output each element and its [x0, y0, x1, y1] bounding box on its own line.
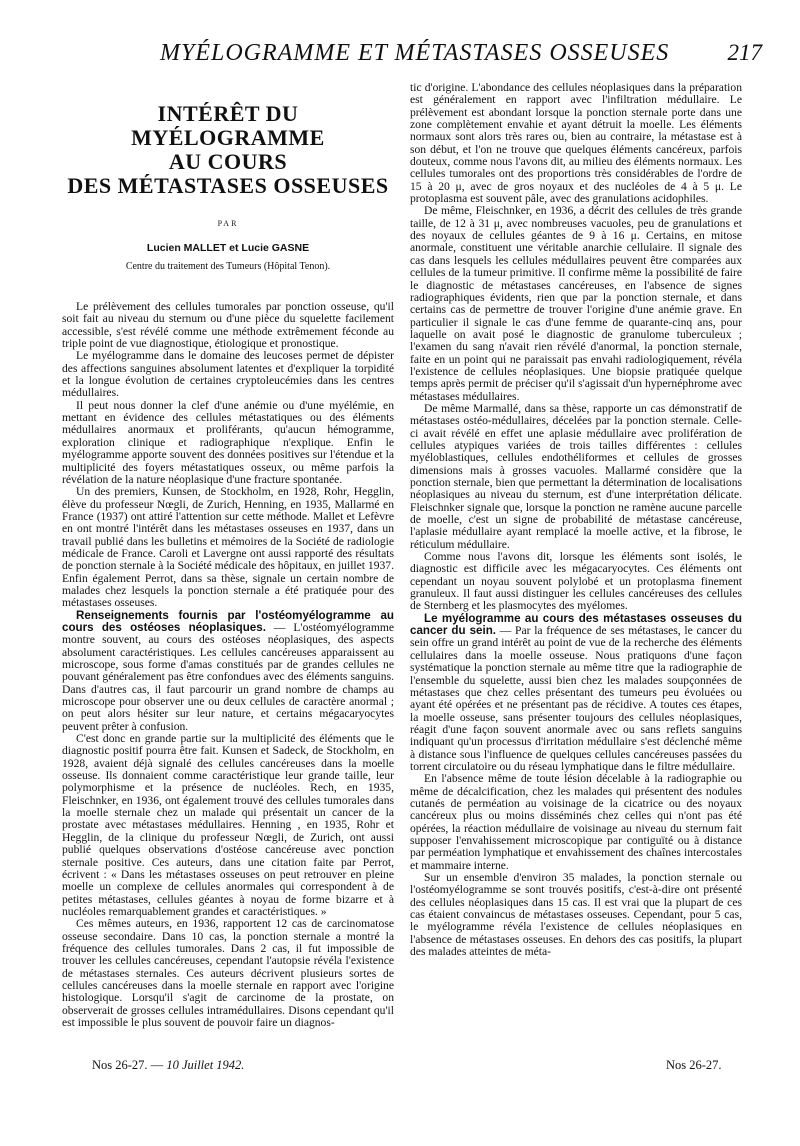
article-title	[62, 102, 394, 198]
section-heading: Le myélogramme au cours des métastases osseuses du cancer du sein.	[410, 611, 742, 638]
footer-left: Nos 26-27. — 10 Juillet 1942.	[92, 1058, 245, 1072]
left-column	[62, 82, 394, 1029]
paragraph: Un des premiers, Kunsen, de Stockholm, en 1928, Rohr, Hegglin, élève du professeur Nœgli, de Zurich, Henning, en 1935, Mallarmé en France (1937) ont attiré l'attention sur cette méthode. Mallet et Lefèvre en ont montré l'intérêt dans les métastases osseuses en 1937, dans un travail publié dans les bulletins et mémoires de la Société de radiologie médicale de France. Caroli et Lavergne ont aussi rapporté des résultats de ponction sternale à la Société médicale des hôpitaux, en juillet 1937. Enfin également Perrot, dans sa thèse, signale un certain nombre de malades chez lesquels la ponction sternale a été pratiquée pour des métastases osseuses.	[62, 485, 394, 610]
affiliation: Centre du traitement des Tumeurs (Hôpital Tenon).	[125, 260, 331, 272]
paragraph: De même, Fleischnker, en 1936, a décrit des cellules de très grande taille, de 12 à 31 μ, avec nombreuses vacuoles, peu de granulations et des noyaux de cellules géantes de 9 à 16 μ. Certains, en mitose anormale, constituent une véritable anarchie cellulaire. Il signale des cas dans lesquels les cellules médullaires peuvent être comparées aux cellules de la tumeur primitive. Il confirme même la possibilité de faire le diagnostic de métastases cancéreuses, en l'absence de signes radiographiques évidents, rien que par la ponction sternale, et dans certains cas de permettre de trouver l'origine d'une anémie grave. En particulier il signale le cas d'une femme de quarante-cinq ans, pour laquelle on avait posé le diagnostic de granulome tuberculeux ; l'examen du sang n'avait rien révélé d'anormal, la ponction sternale, faite en un point qui ne paraissait pas envahi radiologiquement, révéla l'existence de cellules néoplasiques. Une biopsie pratiquée quelque temps après permit de préciser qu'il s'agissait d'un hypernéphrome avec métastases médullaires.	[410, 204, 742, 403]
issue-date: 10 Juillet 1942.	[166, 1058, 245, 1072]
paragraph: Le prélèvement des cellules tumorales par ponction osseuse, qu'il soit fait au niveau du sternum ou d'une pièce du squelette facilement accessible, s'est révélé comme une méthode extrêmement féconde au triple point de vue diagnostique, étiologique et pronostique.	[62, 300, 394, 351]
authors: Lucien MALLET et Lucie GASNE	[146, 242, 310, 255]
running-title: MYÉLOGRAMME ET MÉTASTASES OSSEUSES	[160, 40, 670, 66]
paragraph: tic d'origine. L'abondance des cellules néoplasiques dans la préparation est généralement en rapport avec l'infiltration médullaire. Le prélèvement est abondant lorsque la ponction sternale porte dans une zone complètement envahie et ayant détruit la moelle. Les éléments normaux sont alors très rares ou, bien au contraire, la métastase est à son début, et l'on ne trouve que quelques éléments cancéreux, parfois douteux, comme nous l'avons dit, au milieu des éléments normaux. Les cellules tumorales ont des proportions très considérables de l'ordre de 15 à 20 μ, avec de gros noyaux et des nucléoles de 4 à 5 μ. Le protoplasma est souvent pâle, avec des granulations acidophiles.	[410, 81, 742, 206]
paragraph: Ces mêmes auteurs, en 1936, rapportent 12 cas de carcinomatose osseuse secondaire. Dans 10 cas, la ponction sternale a montré la fréquence des cellules tumorales. Dans 2 cas, il fut impossible de trouver les cellules cancéreuses, cependant l'autopsie révéla l'existence de métastases sternales. Ces auteurs décrivent plusieurs sortes de cellules cancéreuses dans la moelle sternale en rapport avec l'origine histologique. Lorsqu'il s'agit de carcinome de la prostate, on observerait de grosses cellules intramédullaires. Disons cependant qu'il est impossible le plus souvent de pouvoir faire un diagnos-	[62, 917, 394, 1029]
issue-number: Nos 26-27.	[666, 1058, 722, 1072]
section-text: — L'ostéomyélogramme montre souvent, au cours des ostéoses néoplasiques, des aspects absolument caractéristiques. Les cellules cancéreuses apparaissent au microscope, sous forme d'amas constitués par de grandes cellules ne pouvant généralement pas être confondues avec des éléments sanguins. Dans d'autres cas, il faut parcourir un grand nombre de champs au microscope pour observer une ou deux cellules de caractère anormal ; on peut alors hésiter sur leur nature, et certains mégacaryocytes peuvent prêter à confusion.	[62, 620, 395, 733]
paragraph: En l'absence même de toute lésion décelable à la radiographie ou même de décalcification, chez les malades qui présentent des nodules cutanés de perméation au voisinage de la cicatrice ou des noyaux cancéreux plus ou moins disséminés chez celles qui n'ont pas été opérées, la réaction médullaire de voisinage au niveau du sternum fait supposer l'envahissement microscopique par contiguïté ou à distance par perméation lymphatique et envahissement des chaînes intercostales et mammaire interne.	[410, 772, 742, 872]
article-title-line: DES MÉTASTASES OSSEUSES	[67, 173, 389, 198]
paragraph: C'est donc en grande partie sur la multiplicité des éléments que le diagnostic positif pourra être fait. Kunsen et Sadeck, de Stockholm, en 1928, avaient déjà signalé des cellules cancéreuses dans la moelle osseuse. Ils donnaient comme caractéristique leur grande taille, leur polymorphisme et la présence de nucléoles. Rech, en 1935, Fleischnker, en 1936, ont également trouvé des cellules tumorales dans la moelle sternale chez un malade qui présentait un cancer de la prostate avec métastases médullaires. Henning , en 1935, Rohr et Hegglin, de la clinique du professeur Nœgli, de Zurich, ont aussi publié quelques observations d'ostéose cancéreuse avec ponction sternale positive. Ces auteurs, dans une citation faite par Perrot, écrivent : « Dans les métastases osseuses on peut retrouver en pleine moelle un complexe de cellules anormales qui correspondent à de petites métastases, cellules géantes à noyau de forme bizarre et à nucléoles remarquablement grandes et caractéristiques. »	[62, 732, 394, 918]
article-title-line: INTÉRÊT DU MYÉLOGRAMME	[131, 101, 325, 150]
page-number: 217	[727, 40, 762, 65]
paragraph: De même Marmallé, dans sa thèse, rapporte un cas démonstratif de métastases ostéo-médullaires, décelées par la ponction sternale. Celle-ci avait révélé en effet une aplasie médullaire avec prolifération de cellules atypiques variées de trois tailles différentes : cellules myéloblastiques, cellules endothéliformes et cellules de grosses dimensions mais à grosses vacuoles. Mallarmé considère que la ponction sternale, bien que permettant la détermination de localisations néoplasiques au niveau du sternum, est d'une interprétation délicate. Fleischnker signale que, lorsque la ponction ne ramène aucune parcelle de moelle, c'est un signe de probabilité de métastase cancéreuse, l'aplasie médullaire ayant remplacé la moelle active, et la fibrose, le réticulum médullaire.	[410, 401, 742, 551]
article-title-line: AU COURS	[168, 149, 288, 174]
section-text: — Par la fréquence de ses métastases, le cancer du sein offre un grand intérêt au point de vue de la recherche des éléments cellulaires dans la moelle osseuse. Nous pratiquons d'une façon systématique la ponction sternale au même titre que la radiographie de l'ensemble du squelette, aussi bien chez les malades soupçonnées de métastases que chez celles présentant des tumeurs peu évoluées ou ayant été opérées et ne présentant pas de récidive. A toutes ces étapes, la moelle osseuse, sans présenter toujours des cellules néoplasiques, réagit d'une façon souvent anormale avec ou sans reflets sanguins indiquant qu'un processus d'irritation médullaire s'est déclenché même à distance sous l'influence de quelques cellules cancéreuses passées du torrent circulatoire ou du réseau lymphatique dans le filtre médullaire.	[410, 624, 742, 773]
section-paragraph	[410, 613, 742, 773]
footer-right	[666, 1058, 722, 1073]
paragraph: Le myélogramme dans le domaine des leucoses permet de dépister des affections sanguines absolument latentes et d'expliquer la torpidité et la longue évolution de certaines cryptoleucémies dans les centres médullaires.	[62, 349, 394, 400]
issue-number: Nos 26-27.	[92, 1058, 148, 1072]
page-header	[0, 40, 800, 74]
paragraph: Sur un ensemble d'environ 35 malades, la ponction sternale ou l'ostéomyélogramme se sont trouvés positifs, c'est-à-dire ont présenté des cellules néoplasiques dans 15 cas. Il est vrai que la plupart de ces cas étaient convaincus de métastases osseuses. Cependant, pour 5 cas, le myélogramme révéla l'existence de cellules néoplasiques en l'absence de métastases osseuses. En dehors des cas positifs, la plupart des malades atteintes de méta-	[410, 871, 742, 959]
byline-par: PAR	[217, 219, 239, 228]
paragraph: Il peut nous donner la clef d'une anémie ou d'une myélémie, en mettant en évidence des cellules métastatiques ou des éléments médullaires anormaux et proliférants, qu'aucun hémogramme, exploration clinique et radiographique n'explique. Enfin le myélogramme apporte souvent des données positives sur l'étendue et la multiplicité des foyers métastatiques osseux, ou même parfois la révélation de la nature néoplasique d'une fracture spontanée.	[62, 398, 394, 486]
section-paragraph	[62, 610, 394, 733]
section-heading: Renseignements fournis par l'ostéomyélogramme au cours des ostéoses néoplasiques.	[62, 608, 394, 634]
paragraph: Comme nous l'avons dit, lorsque les éléments sont isolés, le diagnostic est difficile avec les mégacaryocytes. Ces éléments ont cependant un noyau souvent polylobé et un protoplasma finement granuleux. Il faut aussi distinguer les cellules cancéreuses des cellules de Sternberg et les plasmocytes des myélomes.	[410, 550, 742, 613]
right-column	[410, 82, 742, 958]
